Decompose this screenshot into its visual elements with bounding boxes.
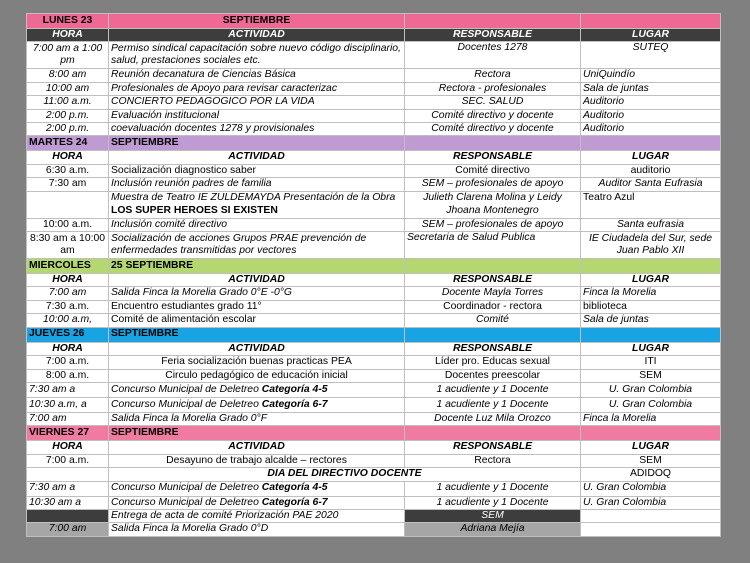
lugar-header: LUGAR	[581, 441, 721, 454]
lugar-cell	[581, 509, 721, 522]
hora-header: HORA	[27, 151, 109, 164]
lugar-cell: Teatro Azul	[581, 191, 721, 218]
weekly-schedule-table	[26, 13, 721, 537]
lugar-cell: U. Gran Colombia	[581, 382, 721, 397]
hora-cell: 7:00 am a 1:00 pm	[27, 42, 109, 69]
responsable-cell: Rectora	[405, 69, 581, 82]
table-row	[27, 523, 721, 536]
table-row	[27, 287, 721, 300]
actividad-cell: Reunión decanatura de Ciencias Básica	[109, 69, 405, 82]
actividad-header: ACTIVIDAD	[109, 274, 405, 287]
responsable-header: RESPONSABLE	[405, 29, 581, 42]
responsable-cell: 1 acudiente y 1 Docente	[405, 496, 581, 509]
actividad-header: ACTIVIDAD	[109, 151, 405, 164]
actividad-cell	[109, 382, 405, 397]
table-row	[27, 314, 721, 327]
table-row	[27, 232, 721, 259]
hora-cell: 2:00 p.m.	[27, 123, 109, 136]
hora-cell: 10:30 am a	[27, 496, 109, 509]
lugar-cell: IE Ciudadela del Sur, sede Juan Pablo XII	[581, 232, 721, 259]
lugar-cell: biblioteca	[581, 300, 721, 313]
column-header-row	[27, 342, 721, 355]
responsable-cell: SEM – profesionales de apoyo	[405, 218, 581, 231]
day-label: LUNES 23	[27, 14, 109, 29]
actividad-cell: Permiso sindical capacitación sobre nuevo código disciplinario, salud, prestaciones sociales etc.	[109, 42, 405, 69]
actividad-header: ACTIVIDAD	[109, 29, 405, 42]
hora-cell: 7:30 am a	[27, 481, 109, 496]
table-row	[27, 509, 721, 522]
table-row	[27, 191, 721, 218]
table-row	[27, 42, 721, 69]
hora-cell: 11:00 a.m.	[27, 96, 109, 109]
day-header-tuesday	[27, 136, 721, 151]
day-header-monday	[27, 14, 721, 29]
lugar-cell: auditorio	[581, 164, 721, 177]
table-row	[27, 109, 721, 122]
hora-cell: 7:30 am	[27, 178, 109, 191]
day-label: MIERCOLES	[27, 259, 109, 274]
actividad-cell: Salida Finca la Morelia Grado 0°E -0°G	[109, 287, 405, 300]
table-row	[27, 382, 721, 397]
responsable-cell: Adriana Mejía	[405, 523, 581, 536]
hora-cell: 6:30 a.m.	[27, 164, 109, 177]
responsable-header: RESPONSABLE	[405, 151, 581, 164]
lugar-cell: Auditorio	[581, 96, 721, 109]
day-label: VIERNES 27	[27, 426, 109, 441]
actividad-bold-text: LOS SUPER HEROES SI EXISTEN	[111, 204, 278, 216]
month-label: SEPTIEMBRE	[109, 327, 405, 342]
lugar-cell: U. Gran Colombia	[581, 496, 721, 509]
day-label: JUEVES 26	[27, 327, 109, 342]
responsable-cell: Comité directivo	[405, 164, 581, 177]
responsable-cell: Julieth Clarena Molina y Leidy Jhoana Montenegro	[405, 191, 581, 218]
table-row	[27, 164, 721, 177]
lugar-cell: Auditor Santa Eufrasia	[581, 178, 721, 191]
hora-cell	[27, 468, 109, 481]
table-row	[27, 82, 721, 95]
responsable-cell: Docente Luz Mila Orozco	[405, 412, 581, 425]
responsable-cell: 1 acudiente y 1 Docente	[405, 382, 581, 397]
hora-header: HORA	[27, 274, 109, 287]
responsable-cell: Coordinador - rectora	[405, 300, 581, 313]
schedule-sheet	[26, 13, 720, 537]
lugar-cell	[581, 523, 721, 536]
hora-cell	[27, 509, 109, 522]
table-row	[27, 496, 721, 509]
actividad-cell: Desayuno de trabajo alcalde – rectores	[109, 454, 405, 467]
column-header-row	[27, 151, 721, 164]
actividad-bold-text: Categoría 6-7	[261, 398, 328, 410]
responsable-cell: SEM – profesionales de apoyo	[405, 178, 581, 191]
hora-cell: 10:00 am	[27, 82, 109, 95]
lugar-cell: ITI	[581, 356, 721, 369]
table-row	[27, 123, 721, 136]
column-header-row	[27, 274, 721, 287]
lugar-cell: Finca la Morelia	[581, 412, 721, 425]
responsable-cell: Comité directivo y docente	[405, 123, 581, 136]
table-row	[27, 397, 721, 412]
actividad-text: Concurso Municipal de Deletreo	[111, 482, 262, 494]
lugar-cell: Auditorio	[581, 123, 721, 136]
table-row	[27, 468, 721, 481]
actividad-cell: Encuentro estudiantes grado 11°	[109, 300, 405, 313]
hora-cell: 8:00 a.m.	[27, 369, 109, 382]
day-header-friday	[27, 426, 721, 441]
table-row	[27, 69, 721, 82]
responsable-cell: Docentes preescolar	[405, 369, 581, 382]
actividad-cell	[109, 481, 405, 496]
responsable-cell: Secretaria de Salud Publica	[405, 232, 581, 259]
hora-cell: 10:30 a.m, a	[27, 397, 109, 412]
table-row	[27, 178, 721, 191]
column-header-row	[27, 441, 721, 454]
table-row	[27, 300, 721, 313]
actividad-text: Muestra de Teatro IE ZULDEMAYDA Presentación de la Obra	[111, 192, 396, 204]
responsable-header: RESPONSABLE	[405, 441, 581, 454]
hora-header: HORA	[27, 29, 109, 42]
hora-cell	[27, 191, 109, 218]
responsable-header: RESPONSABLE	[405, 274, 581, 287]
actividad-text: Concurso Municipal de Deletreo	[111, 398, 262, 410]
responsable-cell: SEC. SALUD	[405, 96, 581, 109]
responsable-cell: Comité directivo y docente	[405, 109, 581, 122]
lugar-cell: Auditorio	[581, 109, 721, 122]
hora-cell: 7:00 a.m.	[27, 454, 109, 467]
actividad-cell: coevaluación docentes 1278 y provisionales	[109, 123, 405, 136]
actividad-bold-text: Categoría 4-5	[261, 482, 328, 494]
lugar-header: LUGAR	[581, 274, 721, 287]
actividad-header: ACTIVIDAD	[109, 342, 405, 355]
table-row	[27, 369, 721, 382]
actividad-cell: CONCIERTO PEDAGOGICO POR LA VIDA	[109, 96, 405, 109]
actividad-cell	[109, 397, 405, 412]
actividad-cell	[109, 191, 405, 218]
hora-cell: 8:00 am	[27, 69, 109, 82]
actividad-cell: Inclusión comité directivo	[109, 218, 405, 231]
actividad-cell: Salida Finca la Morelia Grado 0°D	[109, 523, 405, 536]
actividad-cell: Socialización de acciones Grupos PRAE prevención de enfermedades transmitidas por vectores	[109, 232, 405, 259]
actividad-cell: Salida Finca la Morelia Grado 0°F	[109, 412, 405, 425]
hora-cell: 7:00 am	[27, 287, 109, 300]
table-row	[27, 218, 721, 231]
hora-cell: 2:00 p.m.	[27, 109, 109, 122]
actividad-cell: Inclusión reunión padres de familia	[109, 178, 405, 191]
actividad-cell: Comité de alimentación escolar	[109, 314, 405, 327]
lugar-cell: Sala de juntas	[581, 82, 721, 95]
hora-header: HORA	[27, 342, 109, 355]
actividad-cell	[109, 496, 405, 509]
hora-cell: 7:30 am a	[27, 382, 109, 397]
responsable-cell: 1 acudiente y 1 Docente	[405, 481, 581, 496]
lugar-cell: UniQuindío	[581, 69, 721, 82]
actividad-cell: Circulo pedagógico de educación inicial	[109, 369, 405, 382]
lugar-header: LUGAR	[581, 29, 721, 42]
lugar-cell: SEM	[581, 454, 721, 467]
hora-header: HORA	[27, 441, 109, 454]
hora-cell: 7:30 a.m.	[27, 300, 109, 313]
day-label: MARTES 24	[27, 136, 109, 151]
lugar-cell: SUTEQ	[581, 42, 721, 69]
actividad-header: ACTIVIDAD	[109, 441, 405, 454]
table-row	[27, 454, 721, 467]
month-label: SEPTIEMBRE	[109, 14, 405, 29]
day-header-thursday	[27, 327, 721, 342]
responsable-cell: Líder pro. Educas sexual	[405, 356, 581, 369]
actividad-text: Concurso Municipal de Deletreo	[111, 383, 262, 395]
table-row	[27, 412, 721, 425]
hora-cell: 10:00 a.m.	[27, 218, 109, 231]
month-label: SEPTIEMBRE	[109, 136, 405, 151]
lugar-header: LUGAR	[581, 151, 721, 164]
actividad-bold-text: Categoría 4-5	[261, 383, 328, 395]
hora-cell: 7:00 am	[27, 412, 109, 425]
day-header-wednesday	[27, 259, 721, 274]
table-row	[27, 356, 721, 369]
responsable-cell: Comité	[405, 314, 581, 327]
table-row	[27, 96, 721, 109]
month-label: 25 SEPTIEMBRE	[109, 259, 405, 274]
hora-cell: 10:00 a.m,	[27, 314, 109, 327]
lugar-cell: Santa eufrasia	[581, 218, 721, 231]
lugar-cell: ADIDOQ	[581, 468, 721, 481]
responsable-header: RESPONSABLE	[405, 342, 581, 355]
hora-cell: 7:00 a.m.	[27, 356, 109, 369]
month-label: SEPTIEMBRE	[109, 426, 405, 441]
lugar-cell: Sala de juntas	[581, 314, 721, 327]
actividad-text: Concurso Municipal de Deletreo	[111, 496, 262, 508]
hora-cell: 8:30 am a 10:00 am	[27, 232, 109, 259]
responsable-cell: SEM	[405, 509, 581, 522]
responsable-cell: Docentes 1278	[405, 42, 581, 69]
lugar-cell: U. Gran Colombia	[581, 397, 721, 412]
actividad-cell: DIA DEL DIRECTIVO DOCENTE	[109, 468, 581, 481]
responsable-cell: Rectora	[405, 454, 581, 467]
actividad-bold-text: Categoría 6-7	[261, 496, 328, 508]
column-header-row	[27, 29, 721, 42]
responsable-cell: Docente Mayla Torres	[405, 287, 581, 300]
lugar-cell: SEM	[581, 369, 721, 382]
lugar-cell: U. Gran Colombia	[581, 481, 721, 496]
actividad-cell: Entrega de acta de comité Priorización PAE 2020	[109, 509, 405, 522]
table-row	[27, 481, 721, 496]
actividad-cell: Socialización diagnostico saber	[109, 164, 405, 177]
actividad-cell: Profesionales de Apoyo para revisar caracterizac	[109, 82, 405, 95]
actividad-cell: Evaluación institucional	[109, 109, 405, 122]
responsable-cell: 1 acudiente y 1 Docente	[405, 397, 581, 412]
actividad-cell: Feria socialización buenas practicas PEA	[109, 356, 405, 369]
responsable-cell: Rectora - profesionales	[405, 82, 581, 95]
lugar-header: LUGAR	[581, 342, 721, 355]
lugar-cell: Finca la Morelia	[581, 287, 721, 300]
hora-cell: 7:00 am	[27, 523, 109, 536]
